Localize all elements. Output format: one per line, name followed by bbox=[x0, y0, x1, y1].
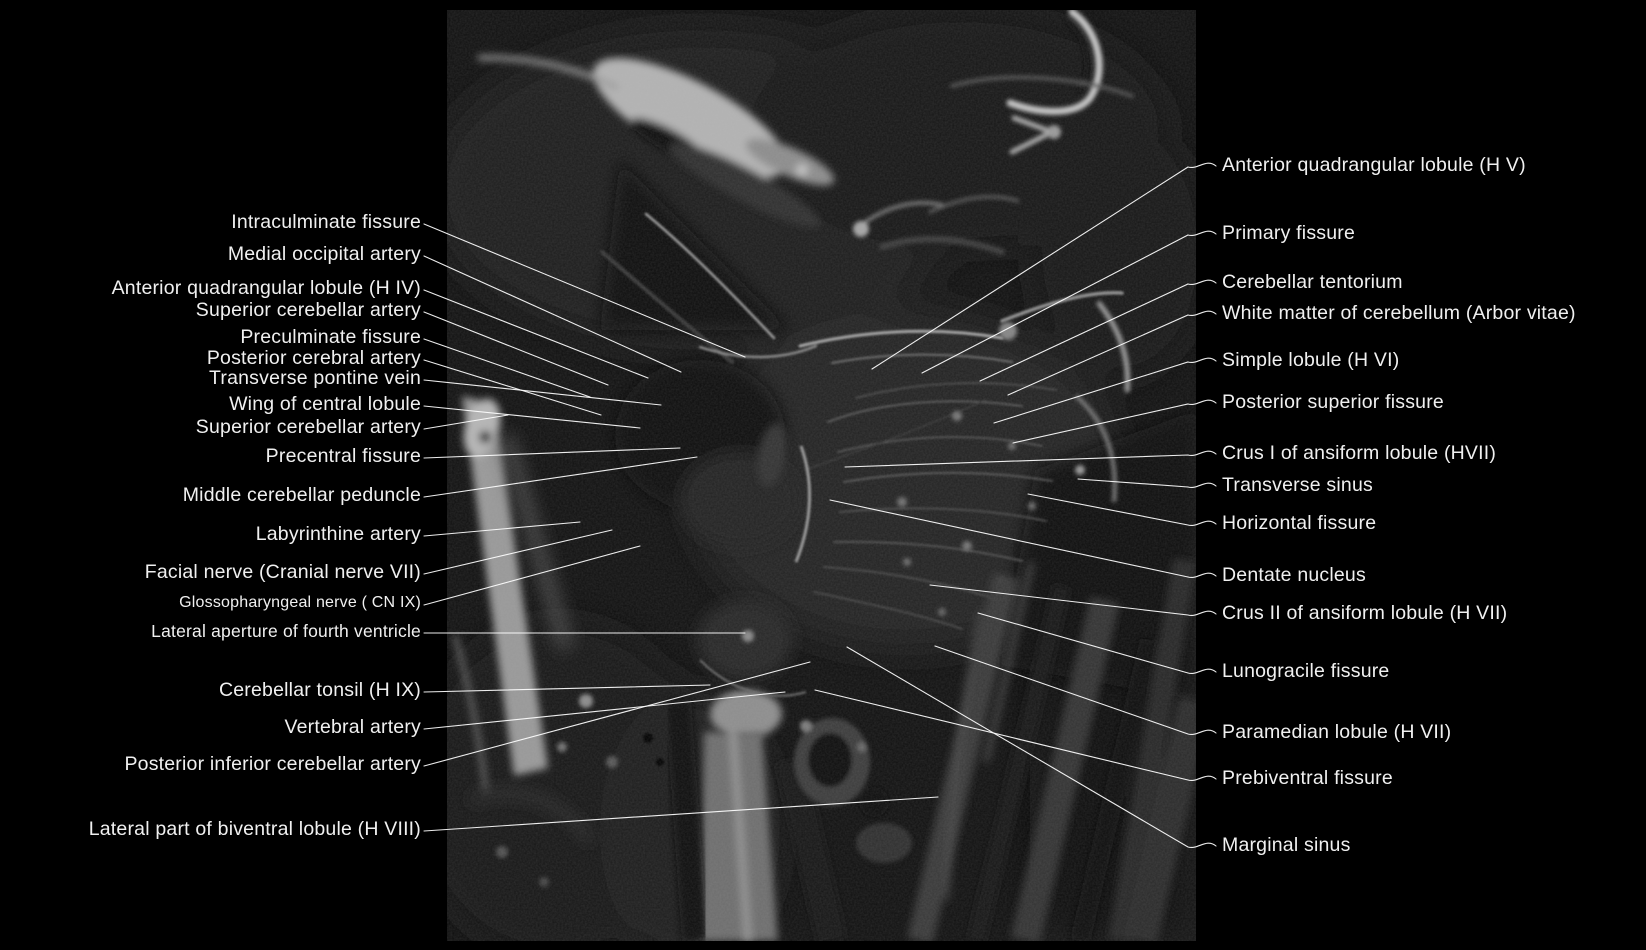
anatomy-label-medial-occipital-artery: Medial occipital artery bbox=[227, 243, 421, 265]
anatomy-label-superior-cerebellar-artery: Superior cerebellar artery bbox=[195, 299, 421, 321]
anatomy-label-wing-of-central-lobule: Wing of central lobule bbox=[229, 393, 421, 415]
anatomy-label-vertebral-artery: Vertebral artery bbox=[284, 716, 421, 738]
anatomy-label-crus-ii-of-ansiform-lobule-h-vii: Crus II of ansiform lobule (H VII) bbox=[1222, 602, 1508, 624]
anatomy-label-marginal-sinus: Marginal sinus bbox=[1222, 834, 1351, 856]
anatomy-label-transverse-pontine-vein: Transverse pontine vein bbox=[209, 367, 421, 389]
anatomy-label-posterior-cerebral-artery: Posterior cerebral artery bbox=[206, 347, 421, 369]
anatomy-label-superior-cerebellar-artery: Superior cerebellar artery bbox=[195, 416, 421, 438]
mri-noise-overlay bbox=[447, 10, 1196, 941]
anatomy-label-white-matter-of-cerebellum-arbor-vitae: White matter of cerebellum (Arbor vitae) bbox=[1222, 302, 1576, 324]
anatomy-label-labyrinthine-artery: Labyrinthine artery bbox=[255, 523, 421, 545]
anatomy-label-lateral-part-of-biventral-lobule-h-viii: Lateral part of biventral lobule (H VIII) bbox=[88, 818, 421, 840]
anatomy-label-precentral-fissure: Precentral fissure bbox=[265, 445, 421, 467]
anatomy-label-cerebellar-tentorium: Cerebellar tentorium bbox=[1222, 271, 1403, 293]
anatomy-label-posterior-superior-fissure: Posterior superior fissure bbox=[1222, 391, 1444, 413]
anatomy-label-preculminate-fissure: Preculminate fissure bbox=[240, 326, 421, 348]
anatomy-label-dentate-nucleus: Dentate nucleus bbox=[1222, 564, 1366, 586]
anatomy-label-lateral-aperture-of-fourth-ventricle: Lateral aperture of fourth ventricle bbox=[151, 621, 421, 641]
anatomy-label-horizontal-fissure: Horizontal fissure bbox=[1222, 512, 1377, 534]
anatomy-label-prebiventral-fissure: Prebiventral fissure bbox=[1222, 767, 1393, 789]
anatomy-label-facial-nerve-cranial-nerve-vii: Facial nerve (Cranial nerve VII) bbox=[144, 561, 421, 583]
anatomy-label-glossopharyngeal-nerve-cn-ix: Glossopharyngeal nerve ( CN IX) bbox=[179, 594, 421, 611]
anatomy-label-posterior-inferior-cerebellar-artery: Posterior inferior cerebellar artery bbox=[124, 753, 421, 775]
anatomy-label-paramedian-lobule-h-vii: Paramedian lobule (H VII) bbox=[1222, 721, 1452, 743]
anatomy-label-simple-lobule-h-vi: Simple lobule (H VI) bbox=[1222, 349, 1400, 371]
anatomy-label-anterior-quadrangular-lobule-h-v: Anterior quadrangular lobule (H V) bbox=[1222, 154, 1526, 176]
anatomy-label-cerebellar-tonsil-h-ix: Cerebellar tonsil (H IX) bbox=[218, 679, 421, 701]
anatomy-label-anterior-quadrangular-lobule-h-iv: Anterior quadrangular lobule (H IV) bbox=[111, 277, 421, 299]
anatomy-label-middle-cerebellar-peduncle: Middle cerebellar peduncle bbox=[182, 484, 421, 506]
anatomy-label-crus-i-of-ansiform-lobule-hvii: Crus I of ansiform lobule (HVII) bbox=[1222, 442, 1497, 464]
anatomy-label-transverse-sinus: Transverse sinus bbox=[1222, 474, 1373, 496]
anatomy-label-primary-fissure: Primary fissure bbox=[1222, 222, 1356, 244]
anatomy-label-lunogracile-fissure: Lunogracile fissure bbox=[1222, 660, 1390, 682]
anatomy-label-intraculminate-fissure: Intraculminate fissure bbox=[231, 211, 421, 233]
